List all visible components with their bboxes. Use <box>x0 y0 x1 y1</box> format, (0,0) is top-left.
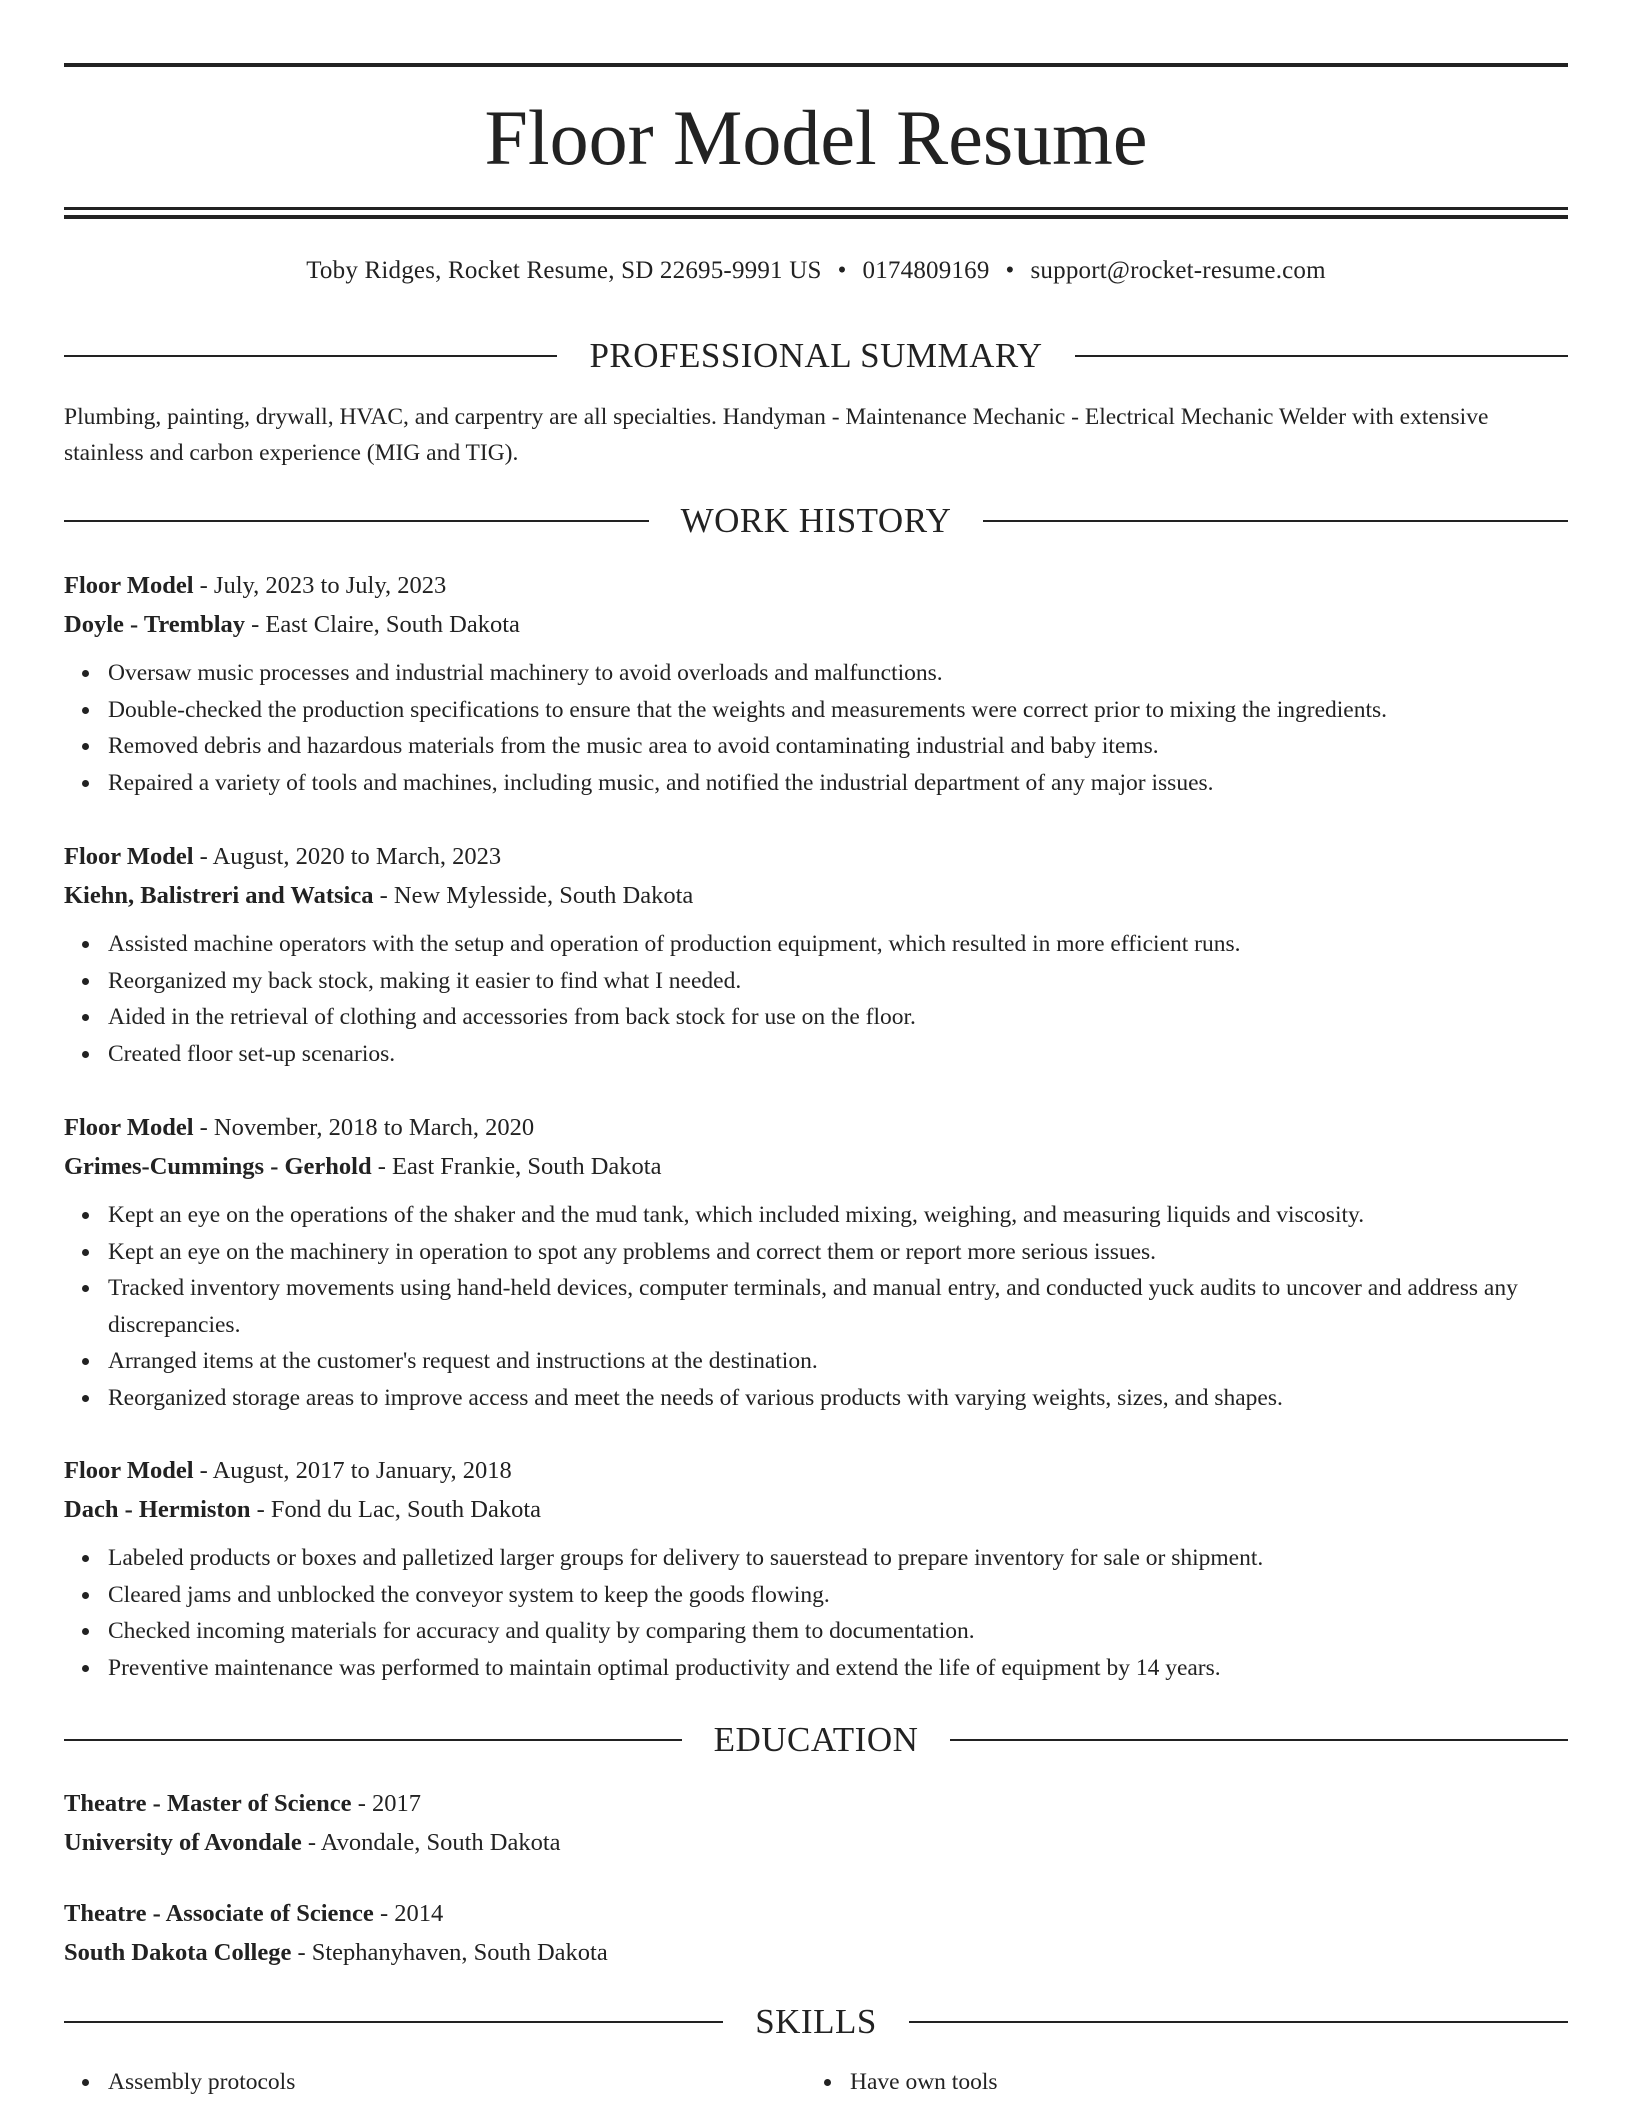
skills-list <box>806 2064 1506 2101</box>
job-company-line <box>64 1490 1568 1529</box>
section-rule <box>64 1739 682 1741</box>
list-item: Reorganized storage areas to improve access and meet the needs of various products with varying weights, sizes, and shapes. <box>108 1380 1568 1417</box>
job-location: - East Frankie, South Dakota <box>371 1153 662 1180</box>
contact-line <box>64 254 1568 288</box>
job-bullets <box>64 1540 1568 1686</box>
job-dates: - July, 2023 to July, 2023 <box>193 572 447 599</box>
job-bullets <box>64 655 1568 801</box>
section-header-summary <box>64 334 1568 378</box>
list-item: Repaired a variety of tools and machines, including music, and notified the industrial department of any major issues. <box>108 765 1568 802</box>
list-item: Reorganized my back stock, making it easier to find what I needed. <box>108 963 1568 1000</box>
education-location: - Stephanyhaven, South Dakota <box>291 1939 608 1966</box>
section-rule <box>983 520 1568 522</box>
section-rule <box>64 2021 723 2023</box>
education-location: - Avondale, South Dakota <box>301 1829 561 1856</box>
job-title-line <box>64 1108 1568 1147</box>
section-header-education <box>64 1718 1568 1762</box>
education-school: University of Avondale <box>64 1829 302 1856</box>
job-title: Floor Model <box>64 1457 194 1484</box>
section-rule <box>1075 355 1568 357</box>
section-rule <box>950 1739 1568 1741</box>
job-company: Dach - Hermiston <box>64 1496 251 1523</box>
section-rule <box>64 520 649 522</box>
education-school-line <box>64 1933 1568 1972</box>
education-year: - 2017 <box>351 1790 421 1817</box>
list-item: Double-checked the production specifications to ensure that the weights and measurements were correct prior to mixing the ingredients. <box>108 692 1568 729</box>
job-location: - Fond du Lac, South Dakota <box>250 1496 542 1523</box>
header-bottom-rule-2 <box>64 215 1568 219</box>
job-title-line <box>64 1451 1568 1490</box>
resume-title: Floor Model Resume <box>484 94 1148 181</box>
job-entry <box>64 1451 1568 1686</box>
list-item: Have own tools <box>850 2064 1506 2101</box>
education-degree-line <box>64 1894 1568 1933</box>
list-item: Assisted machine operators with the setup and operation of production equipment, which resulted in more efficient runs. <box>108 926 1568 963</box>
job-company-line <box>64 876 1568 915</box>
job-location: - New Mylesside, South Dakota <box>373 882 694 909</box>
job-entry <box>64 837 1568 1072</box>
job-dates: - November, 2018 to March, 2020 <box>193 1114 535 1141</box>
skills-left-column <box>64 2064 764 2101</box>
job-company: Kiehn, Balistreri and Watsica <box>64 882 374 909</box>
header-bottom-rule-1 <box>64 207 1568 210</box>
section-header-skills <box>64 2000 1568 2044</box>
job-bullets <box>64 926 1568 1072</box>
list-item: Labeled products or boxes and palletized larger groups for delivery to sauerstead to prepare inventory for sale or shipment. <box>108 1540 1568 1577</box>
list-item: Arranged items at the customer's request and instructions at the destination. <box>108 1343 1568 1380</box>
contact-phone: 0174809169 <box>862 257 990 284</box>
list-item: Tracked inventory movements using hand-held devices, computer terminals, and manual entry, and conducted yuck audits to uncover and address any discrepancies. <box>108 1270 1568 1343</box>
job-company-line <box>64 1147 1568 1186</box>
section-rule <box>64 355 557 357</box>
job-company: Grimes-Cummings - Gerhold <box>64 1153 372 1180</box>
list-item: Cleared jams and unblocked the conveyor system to keep the goods flowing. <box>108 1577 1568 1614</box>
education-school-line <box>64 1823 1568 1862</box>
section-title: PROFESSIONAL SUMMARY <box>589 336 1043 375</box>
education-degree-line <box>64 1784 1568 1823</box>
contact-email[interactable]: support@rocket-resume.com <box>1030 257 1326 284</box>
job-company: Doyle - Tremblay <box>64 611 246 638</box>
education-entry <box>64 1784 1568 1862</box>
section-title: SKILLS <box>755 2002 877 2041</box>
list-item: Oversaw music processes and industrial machinery to avoid overloads and malfunctions. <box>108 655 1568 692</box>
summary-text: Plumbing, painting, drywall, HVAC, and carpentry are all specialties. Handyman - Maintenance Mechanic - Electrical Mechanic Welder with extensive stainless and carbon experience (MIG and TIG). <box>64 404 1489 466</box>
header-top-rule <box>64 63 1568 67</box>
job-dates: - August, 2020 to March, 2023 <box>193 843 502 870</box>
list-item: Removed debris and hazardous materials from the music area to avoid contaminating industrial and baby items. <box>108 728 1568 765</box>
job-title-line <box>64 566 1568 605</box>
section-header-work-history <box>64 499 1568 543</box>
education-school: South Dakota College <box>64 1939 292 1966</box>
section-rule <box>909 2021 1568 2023</box>
list-item: Kept an eye on the operations of the shaker and the mud tank, which included mixing, weighing, and measuring liquids and viscosity. <box>108 1197 1568 1234</box>
job-title: Floor Model <box>64 572 194 599</box>
education-year: - 2014 <box>373 1900 444 1927</box>
job-bullets <box>64 1197 1568 1416</box>
skills-right-column <box>806 2064 1506 2101</box>
job-title: Floor Model <box>64 1114 194 1141</box>
contact-separator: • <box>1005 257 1015 284</box>
contact-address: Toby Ridges, Rocket Resume, SD 22695-9991 US <box>306 257 822 284</box>
job-dates: - August, 2017 to January, 2018 <box>193 1457 512 1484</box>
job-company-line <box>64 605 1568 644</box>
job-location: - East Claire, South Dakota <box>245 611 520 638</box>
list-item: Aided in the retrieval of clothing and accessories from back stock for use on the floor. <box>108 999 1568 1036</box>
section-title: WORK HISTORY <box>680 501 952 540</box>
list-item: Checked incoming materials for accuracy and quality by comparing them to documentation. <box>108 1613 1568 1650</box>
education-degree: Theatre - Master of Science <box>64 1790 352 1817</box>
contact-separator: • <box>837 257 847 284</box>
list-item: Created floor set-up scenarios. <box>108 1036 1568 1073</box>
education-entry <box>64 1894 1568 1972</box>
section-title: EDUCATION <box>713 1720 919 1759</box>
skills-list <box>64 2064 764 2101</box>
list-item: Assembly protocols <box>108 2064 764 2101</box>
job-title: Floor Model <box>64 843 194 870</box>
job-entry <box>64 1108 1568 1416</box>
list-item: Kept an eye on the machinery in operation to spot any problems and correct them or report more serious issues. <box>108 1234 1568 1271</box>
education-degree: Theatre - Associate of Science <box>64 1900 374 1927</box>
list-item: Preventive maintenance was performed to maintain optimal productivity and extend the life of equipment by 14 years. <box>108 1650 1568 1687</box>
job-title-line <box>64 837 1568 876</box>
job-entry <box>64 566 1568 801</box>
